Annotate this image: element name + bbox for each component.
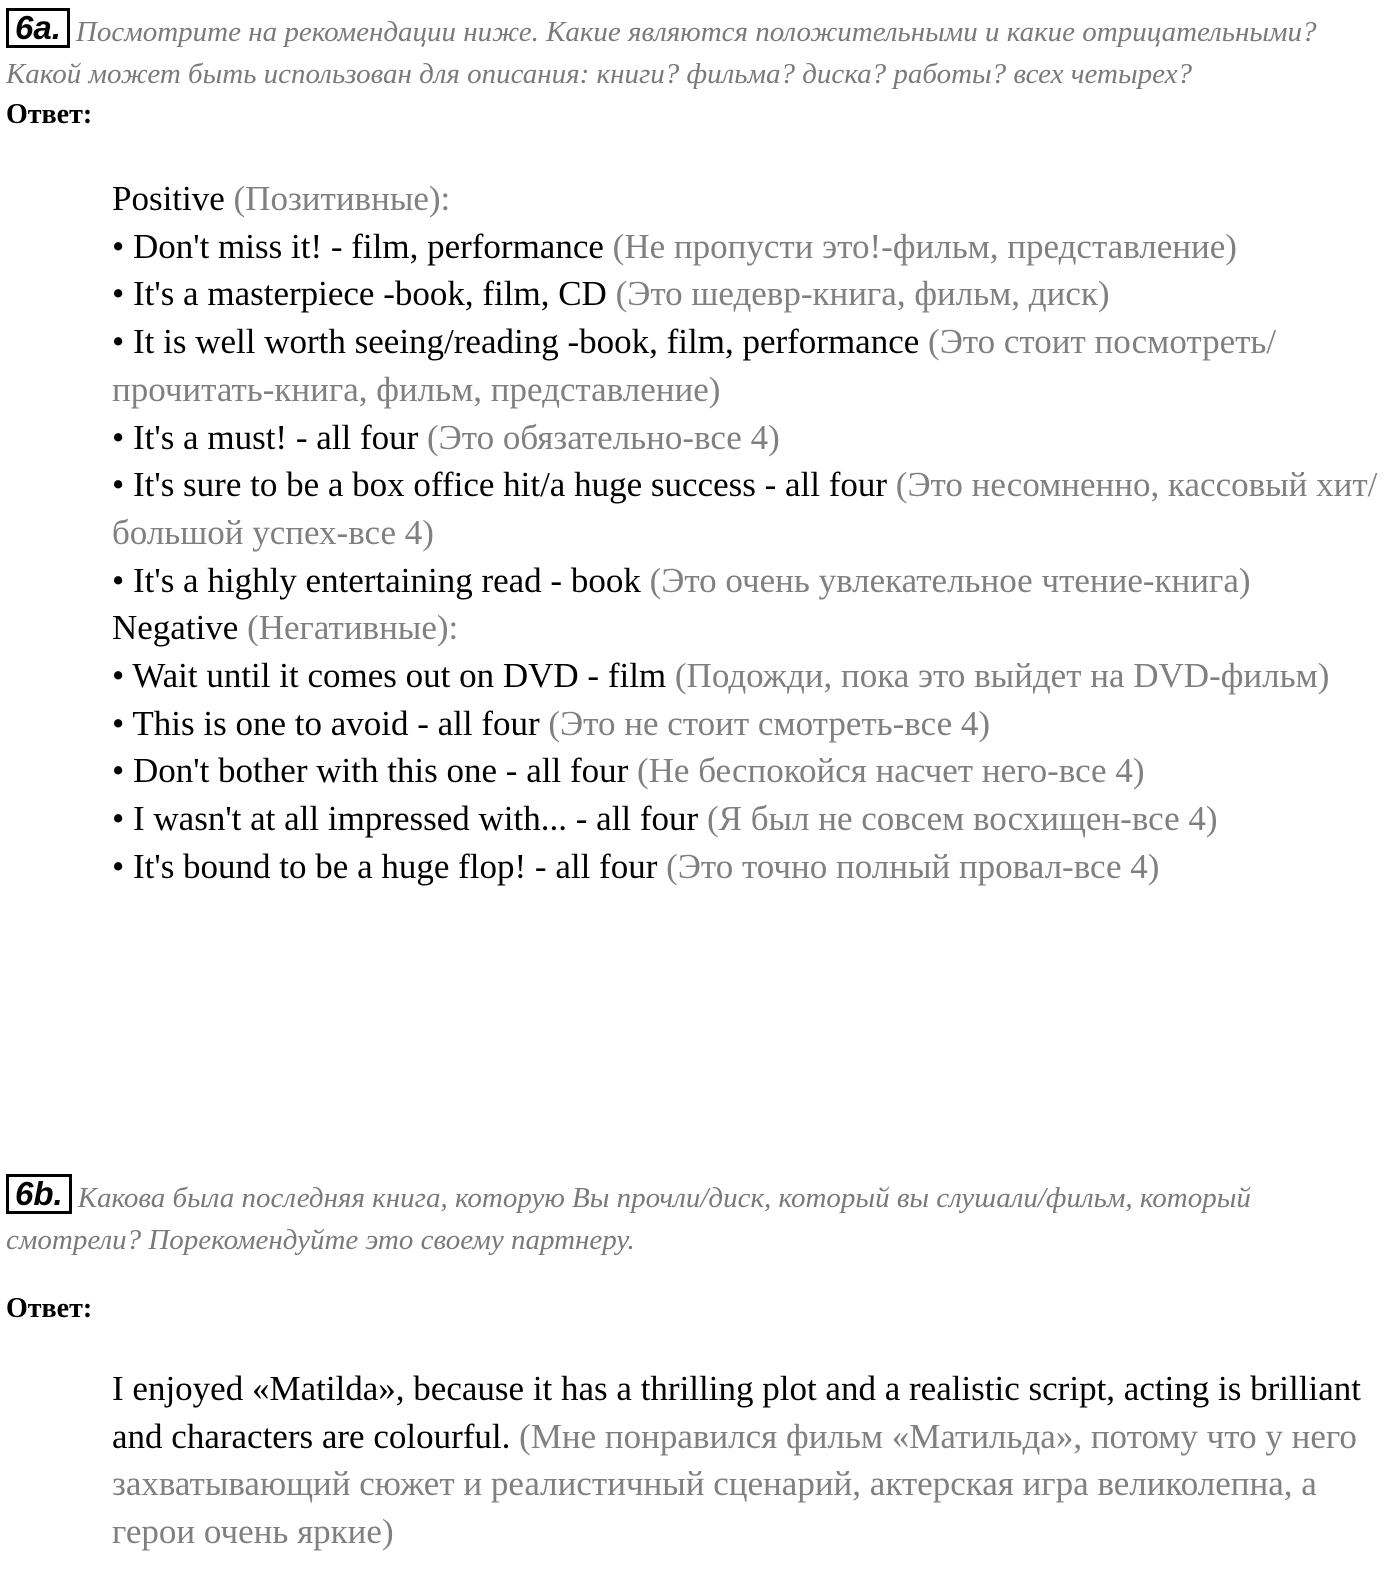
item-ru: (Я был не совсем восхищен-все 4) (706, 799, 1218, 839)
list-item (112, 843, 1386, 891)
answer-label: Ответ: (6, 1293, 93, 1324)
heading-en: Positive (112, 179, 225, 218)
exercise-number-badge: 6a. (6, 8, 70, 48)
item-ru: (Это очень увлекательное чтение-книга) (649, 560, 1251, 600)
list-item (112, 461, 1386, 556)
list-item (112, 270, 1386, 318)
item-en: • Don't miss it! - film, performance (112, 226, 604, 266)
item-en: • It's a masterpiece -book, film, CD (112, 274, 607, 314)
negative-heading (112, 604, 1386, 652)
item-en: • It's a must! - all four (112, 417, 419, 457)
answer-body (112, 1365, 1386, 1556)
answer-label: Ответ: (6, 99, 93, 130)
answer-ru: (Мне понравился фильм «Матильда», потому что у него захватывающий сюжет и реалистичный сценарий, актерская игра великолепна, а герои очень яркие) (112, 1416, 1357, 1552)
item-en: • It's a highly entertaining read - book (112, 560, 641, 600)
exercise-6b-header (6, 1174, 1386, 1261)
exercise-6a-header (6, 8, 1386, 95)
item-en: • Don't bother with this one - all four (112, 751, 629, 791)
list-item (112, 747, 1386, 795)
heading-ru: (Позитивные): (233, 179, 451, 218)
exercise-task-text: Посмотрите на рекомендации ниже. Какие являются положительными и какие отрицательными? Какой может быть использован для описания: книги? фильма? диска? работы? всех четырех? (6, 16, 1317, 90)
item-en: • It is well worth seeing/reading -book, film, performance (112, 322, 920, 362)
item-ru: (Не пропусти это!-фильм, представление) (612, 226, 1237, 266)
item-en: • I wasn't at all impressed with... - all four (112, 799, 699, 839)
list-item (112, 318, 1386, 413)
item-ru: (Не беспокойся насчет него-все 4) (637, 751, 1145, 791)
heading-ru: (Негативные): (247, 608, 459, 648)
list-item (112, 795, 1386, 843)
positive-heading (112, 175, 1386, 223)
item-en: • It's sure to be a box office hit/a huge success - all four (112, 465, 888, 505)
exercise-6a (6, 8, 1386, 891)
list-item (112, 652, 1386, 700)
list-item (112, 557, 1386, 605)
heading-en: Negative (112, 608, 239, 648)
item-ru: (Это шедевр-книга, фильм, диск) (615, 274, 1110, 314)
answer-paragraph (112, 1365, 1386, 1556)
item-ru: (Это точно полный провал-все 4) (666, 846, 1160, 886)
item-ru: (Это стоит посмотреть/прочитать-книга, фильм, представление) (112, 322, 1277, 409)
exercise-number-badge: 6b. (6, 1174, 72, 1214)
exercise-6b (6, 1174, 1386, 1556)
item-ru: (Это обязательно-все 4) (427, 417, 780, 457)
list-item (112, 223, 1386, 271)
item-ru: (Это не стоит смотреть-все 4) (548, 703, 991, 743)
item-ru: (Подожди, пока это выйдет на DVD-фильм) (674, 656, 1330, 696)
exercise-task-text: Какова была последняя книга, которую Вы прочли/диск, который вы слушали/фильм, который смотрели? Порекомендуйте это своему партнеру. (6, 1182, 1251, 1256)
item-en: • This is one to avoid - all four (112, 703, 540, 743)
item-ru: (Это несомненно, кассовый хит/большой успех-все 4) (112, 465, 1378, 552)
list-item (112, 700, 1386, 748)
item-en: • It's bound to be a huge flop! - all four (112, 846, 658, 886)
list-item (112, 414, 1386, 462)
answer-en: I enjoyed «Matilda», because it has a thrilling plot and a realistic script, acting is brilliant and characters are colourful. (112, 1369, 1361, 1456)
answer-body (112, 175, 1386, 891)
item-en: • Wait until it comes out on DVD - film (112, 656, 667, 696)
